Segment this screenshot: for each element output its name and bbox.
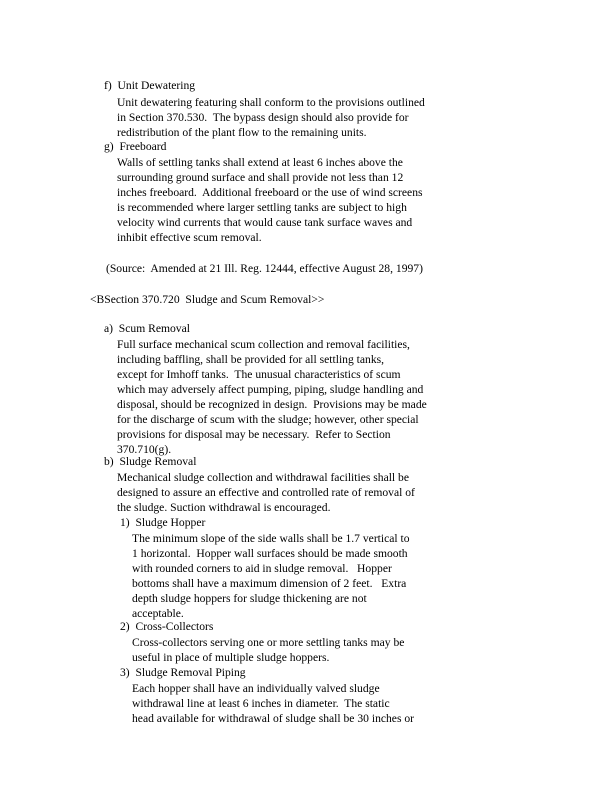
text-line: Walls of settling tanks shall extend at least 6 inches above the [117,156,403,169]
text-line: bottoms shall have a maximum dimension of 2 feet. Extra [132,577,407,590]
text-line: inhibit effective scum removal. [117,231,262,244]
text-line: redistribution of the plant flow to the remaining units. [117,126,367,139]
text-line: including baffling, shall be provided for all settling tanks, [117,353,385,366]
text-line: inches freeboard. Additional freeboard or the use of wind screens [117,186,423,199]
text-line: surrounding ground surface and shall provide not less than 12 [117,171,404,184]
heading-scum-removal: a) Scum Removal [104,322,190,335]
heading-freeboard: g) Freeboard [104,140,167,153]
text-line: head available for withdrawal of sludge shall be 30 inches or [132,712,415,725]
text-line: designed to assure an effective and controlled rate of removal of [117,486,415,499]
text-line: Full surface mechanical scum collection and removal facilities, [117,338,410,351]
text-line: which may adversely affect pumping, piping, sludge handling and [117,383,424,396]
heading-unit-dewatering: f) Unit Dewatering [104,79,196,92]
text-line: for the discharge of scum with the sludge; however, other special [117,413,419,426]
heading-cross-collectors: 2) Cross-Collectors [120,620,214,633]
text-line: disposal, should be recognized in design. Provisions may be made [117,398,427,411]
text-line: withdrawal line at least 6 inches in diameter. The static [132,697,390,710]
text-line: 1 horizontal. Hopper wall surfaces should be made smooth [132,547,408,560]
text-line: is recommended where larger settling tanks are subject to high [117,201,407,214]
heading-sludge-removal: b) Sludge Removal [104,455,197,468]
text-line: in Section 370.530. The bypass design should also provide for [117,111,409,124]
text-line: velocity wind currents that would cause tank surface waves and [117,216,413,229]
text-line: except for Imhoff tanks. The unusual characteristics of scum [117,368,401,381]
source-note: (Source: Amended at 21 Ill. Reg. 12444, effective August 28, 1997) [106,262,423,275]
text-line: the sludge. Suction withdrawal is encouraged. [117,501,331,514]
heading-sludge-removal-piping: 3) Sludge Removal Piping [120,666,246,679]
text-line: provisions for disposal may be necessary. Refer to Section [117,428,391,441]
text-line: acceptable. [132,607,184,620]
text-line: 370.710(g). [117,443,172,456]
text-line: Unit dewatering featuring shall conform to the provisions outlined [117,96,425,109]
section-title: <BSection 370.720 Sludge and Scum Removal>> [90,293,325,306]
text-line: depth sludge hoppers for sludge thickening are not [132,592,367,605]
text-line: The minimum slope of the side walls shall be 1.7 vertical to [132,532,410,545]
heading-sludge-hopper: 1) Sludge Hopper [120,516,206,529]
text-line: Each hopper shall have an individually valved sludge [132,682,380,695]
text-line: Mechanical sludge collection and withdrawal facilities shall be [117,471,409,484]
text-line: Cross-collectors serving one or more settling tanks may be [132,636,405,649]
text-line: with rounded corners to aid in sludge removal. Hopper [132,562,392,575]
text-line: useful in place of multiple sludge hoppers. [132,651,330,664]
